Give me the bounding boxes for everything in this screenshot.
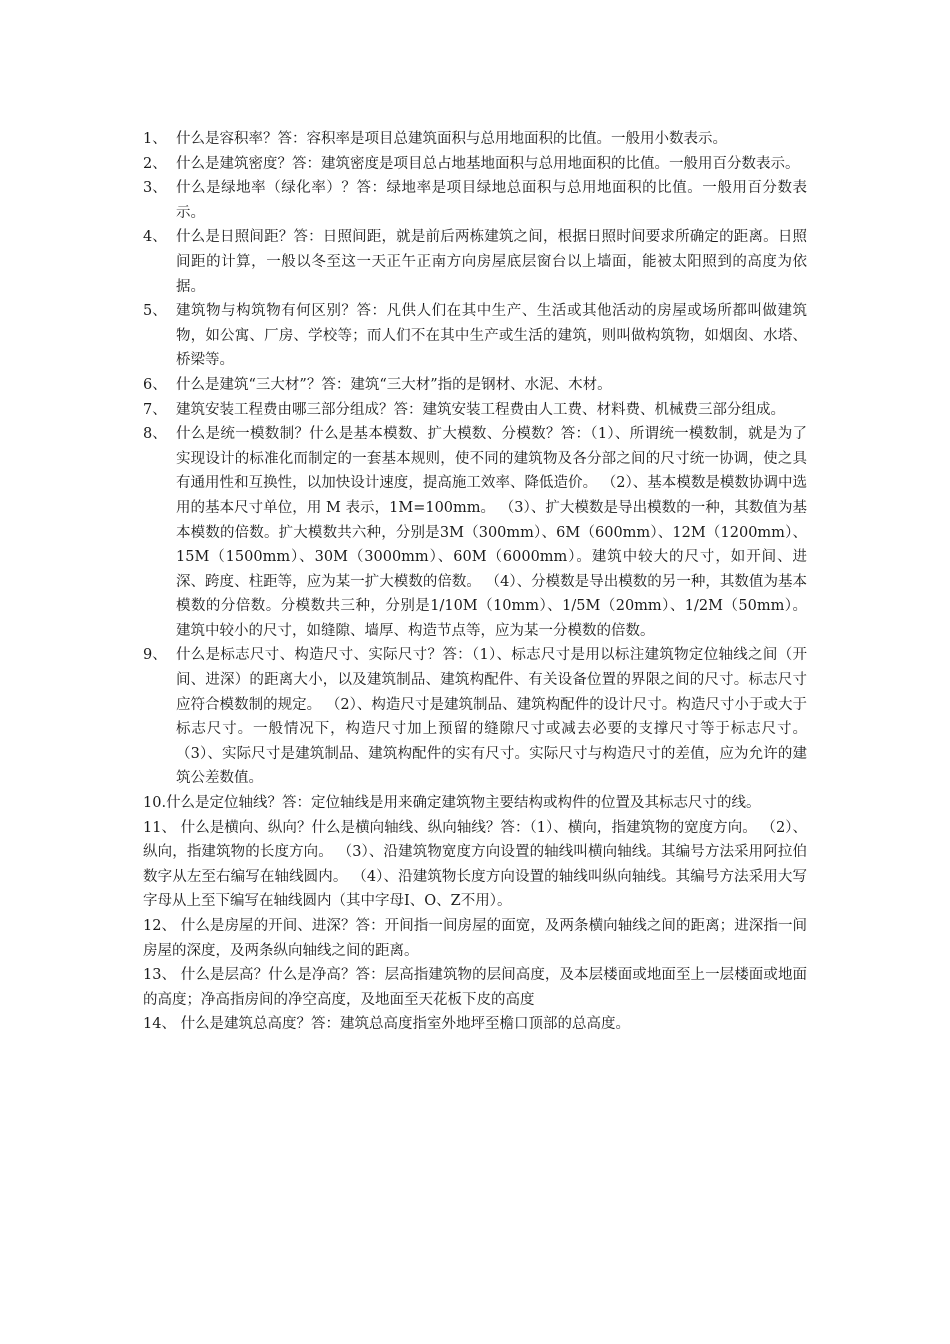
item-number: 11、: [143, 819, 181, 836]
item-number: 10.: [143, 795, 167, 812]
list-item: [143, 914, 807, 963]
item-text: 什么是建筑总高度？答：建筑总高度指室外地坪至檐口顶部的总高度。: [180, 1016, 631, 1033]
list-item: [143, 791, 807, 816]
item-text: 什么是层高？什么是净高？答：层高指建筑物的层间高度，及本层楼面或地面至上一层楼面或地面的高度；净高指房间的净空高度，及地面至天花板下皮的高度: [143, 967, 808, 1008]
item-text: 什么是标志尺寸、构造尺寸、实际尺寸？答：（1）、标志尺寸是用以标注建筑物定位轴线之间（开间、进深）的距离大小，以及建筑制品、建筑构配件、有关设备位置的界限之间的尺寸。标志尺寸应符合模数制的规定。 （2）、构造尺寸是建筑制品、建筑构配件的设计尺寸。构造尺寸小于或大于标志尺寸。一般情况下，构造尺寸加上预留的缝隙尺寸或减去必要的支撑尺寸等于标志尺寸。 （3）、实际尺寸是建筑制品、建筑构配件的实有尺寸。实际尺寸与构造尺寸的差值，应为允许的建筑公差数值。: [176, 647, 807, 787]
item-number: 4、: [143, 229, 167, 246]
list-item: [143, 1012, 807, 1037]
item-number: 1、: [143, 131, 167, 147]
item-text: 什么是定位轴线？答：定位轴线是用来确定建筑物主要结构或构件的位置及其标志尺寸的线。: [166, 795, 761, 812]
item-number: 2、: [143, 155, 167, 172]
item-number: 12、: [143, 918, 181, 934]
item-text: 什么是日照间距？答：日照间距，就是前后两栋建筑之间，根据日照时间要求所确定的距离。日照间距的计算，一般以冬至这一天正午正南方向房屋底层窗台以上墙面，能被太阳照到的高度为依据。: [176, 229, 807, 295]
item-number: 9、: [143, 647, 167, 664]
item-text: 什么是容积率？答：容积率是项目总建筑面积与总用地面积的比值。一般用小数表示。: [176, 131, 727, 147]
list-item: [143, 398, 807, 423]
item-number: 5、: [143, 303, 167, 320]
item-number: 3、: [143, 180, 167, 197]
item-text: 什么是统一模数制？什么是基本模数、扩大模数、分模数？答：（1）、所谓统一模数制，就是为了实现设计的标准化而制定的一套基本规则，使不同的建筑物及各分部之间的尺寸统一协调，使之具有通用性和互换性，以加快设计速度，提高施工效率、降低造价。 （2）、基本模数是模数协调中选用的基本尺寸单位，用 M 表示，1M=100mm。 （3）、扩大模数是导出模数的一种，其数值为基本模数的倍数。扩大模数共六种，分别是3M（300mm）、6M（600mm）、12M（1200mm）、15M（1500mm）、30M（3000mm）、60M（6000mm）。建筑中较大的尺寸，如开间、进深、跨度、柱距等，应为某一扩大模数的倍数。 （4）、分模数是导出模数的另一种，其数值为基本模数的分倍数。分模数共三种，分别是1/10M（10mm）、1/5M（20mm）、1/2M（50mm）。建筑中较小的尺寸，如缝隙、墙厚、构造节点等，应为某一分模数的倍数。: [176, 426, 807, 639]
list-item: [143, 816, 807, 914]
list-item: [143, 225, 807, 299]
list-item: [143, 176, 807, 225]
item-number: 6、: [143, 376, 167, 393]
list-item: [143, 422, 807, 643]
item-text: 什么是房屋的开间、进深？答：开间指一间房屋的面宽，及两条横向轴线之间的距离；进深指一间房屋的深度，及两条纵向轴线之间的距离。: [143, 918, 808, 959]
list-item: [143, 643, 807, 791]
item-number: 7、: [143, 401, 167, 418]
list-item: [143, 152, 807, 177]
item-text: 什么是横向、纵向？什么是横向轴线、纵向轴线？答：（1）、横向，指建筑物的宽度方向。 （2）、纵向，指建筑物的长度方向。 （3）、沿建筑物宽度方向设置的轴线叫横向轴线。其编号方法采用阿拉伯数字从左至右编写在轴线圆内。 （4）、沿建筑物长度方向设置的轴线叫纵向轴线。其编号方法采用大写字母从上至下编写在轴线圆内（其中字母I、O、Z不用）。: [143, 819, 808, 910]
item-number: 8、: [143, 426, 167, 443]
item-text: 建筑物与构筑物有何区别？答：凡供人们在其中生产、生活或其他活动的房屋或场所都叫做建筑物，如公寓、厂房、学校等；而人们不在其中生产或生活的建筑，则叫做构筑物，如烟囱、水塔、桥梁等。: [176, 303, 807, 369]
qa-list: [143, 127, 807, 1037]
item-text: 建筑安装工程费由哪三部分组成？答：建筑安装工程费由人工费、材料费、机械费三部分组成。: [176, 401, 785, 418]
item-text: 什么是绿地率（绿化率）？答：绿地率是项目绿地总面积与总用地面积的比值。一般用百分数表示。: [176, 180, 807, 221]
list-item: [143, 373, 807, 398]
item-text: 什么是建筑“三大材”？答：建筑“三大材”指的是钢材、水泥、木材。: [176, 376, 612, 393]
item-number: 13、: [143, 967, 181, 984]
list-item: [143, 127, 807, 152]
list-item: [143, 299, 807, 373]
item-text: 什么是建筑密度？答：建筑密度是项目总占地基地面积与总用地面积的比值。一般用百分数表示。: [176, 155, 800, 172]
list-item: [143, 963, 807, 1012]
item-number: 14、: [143, 1016, 181, 1033]
